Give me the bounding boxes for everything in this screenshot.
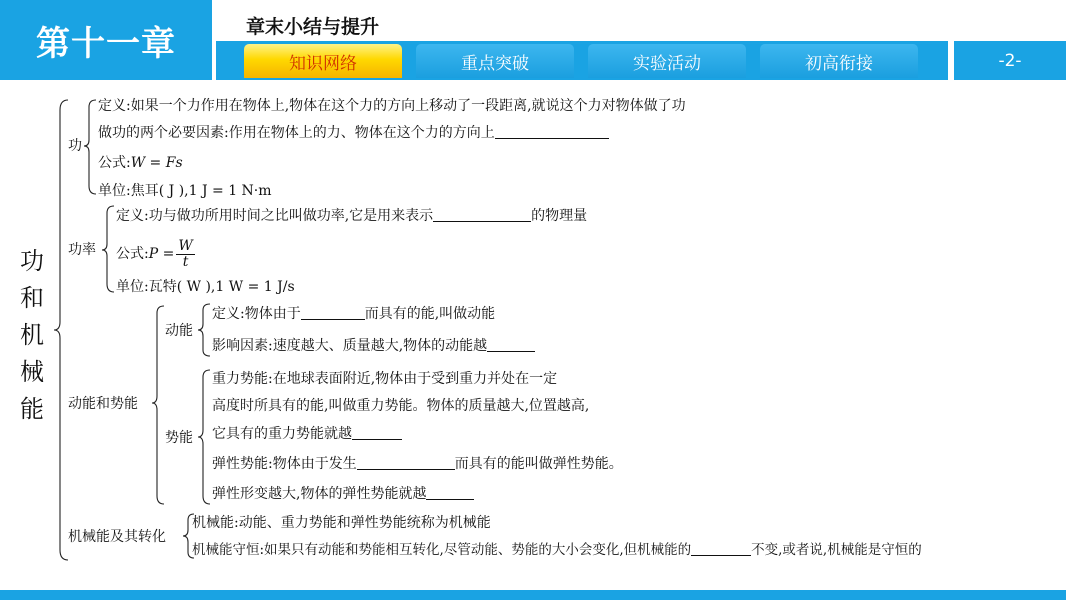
answer-blank[interactable] [495,124,609,139]
answer-blank[interactable] [426,485,474,500]
mechanical-conservation-after: 不变,或者说,机械能是守恒的 [751,542,922,558]
power-unit: 单位:瓦特( W ),1 W = 1 J/s [116,279,295,295]
kinetic-factors-text: 影响因素:速度越大、质量越大,物体的动能越 [212,338,488,354]
tab-experiment-activities[interactable]: 实验活动 [588,44,746,78]
kinetic-definition-after: 而具有的能,叫做动能 [364,306,496,322]
power-definition [116,207,587,225]
title-char: 机 [20,321,44,349]
gravity-potential-line3 [212,425,402,443]
answer-blank[interactable] [433,207,531,222]
work-definition: 定义:如果一个力作用在物体上,物体在这个力的方向上移动了一段距离,就说这个力对物体做了功 [98,98,686,114]
power-fraction [176,239,194,270]
work-factors-text: 做功的两个必要因素:作用在物体上的力、物体在这个力的方向上 [98,125,495,141]
tab-knowledge-network[interactable]: 知识网络 [244,44,402,78]
power-definition-after: 的物理量 [531,208,588,224]
formula-prefix: 公式: [116,246,149,262]
footer-bar [0,590,1066,600]
potential-label: 势能 [165,430,193,446]
answer-blank[interactable] [691,541,751,556]
title-char: 功 [20,247,44,275]
kinetic-definition-before: 定义:物体由于 [212,306,301,322]
work-formula [98,154,183,172]
title-char: 能 [20,395,44,423]
answer-blank[interactable] [357,455,455,470]
work-label: 功 [68,138,82,154]
elastic-potential-before: 弹性势能:物体由于发生 [212,456,357,472]
mechanical-label: 机械能及其转化 [68,529,166,545]
mechanical-conservation-before: 机械能守恒:如果只有动能和势能相互转化,尽管动能、势能的大小会变化,但机械能的 [192,542,692,558]
work-unit: 单位:焦耳( J ),1 J = 1 N·m [98,183,272,199]
title-char: 械 [20,358,44,386]
elastic-factor-text: 弹性形变越大,物体的弹性势能就越 [212,486,427,502]
fraction-numerator: W [178,237,193,254]
answer-blank[interactable] [352,425,402,440]
tab-high-school-bridge[interactable]: 初高衔接 [760,44,918,78]
elastic-potential [212,455,623,473]
chapter-title: 第十一章 [0,0,212,80]
fraction-denominator: t [182,253,189,270]
energy-label: 动能和势能 [68,396,138,412]
work-factors [98,124,609,142]
elastic-potential-after: 而具有的能叫做弹性势能。 [454,456,623,472]
power-definition-before: 定义:功与做功所用时间之比叫做功率,它是用来表示 [116,208,434,224]
gravity-potential-line1: 重力势能:在地球表面附近,物体由于受到重力并处在一定 [212,371,558,387]
gravity-potential-line2: 高度时所具有的能,叫做重力势能。物体的质量越大,位置越高, [212,398,590,414]
power-formula-lhs: P = [148,246,175,262]
mechanical-conservation [192,541,922,559]
formula-prefix: 公式: [98,155,131,171]
title-char: 和 [20,284,44,312]
gravity-potential-line3-text: 它具有的重力势能就越 [212,426,352,442]
main-topic-title [18,243,46,428]
tab-key-breakthrough[interactable]: 重点突破 [416,44,574,78]
answer-blank[interactable] [301,305,365,320]
kinetic-definition [212,305,495,323]
power-formula [116,236,195,272]
work-formula-expression: W = Fs [130,155,183,171]
power-label: 功率 [68,242,96,258]
section-title: 章末小结与提升 [246,16,380,38]
kinetic-factors [212,337,535,355]
mechanical-definition: 机械能:动能、重力势能和弹性势能统称为机械能 [192,515,491,531]
elastic-factor [212,485,474,503]
kinetic-label: 动能 [165,323,193,339]
answer-blank[interactable] [487,337,535,352]
page-number: -2- [954,41,1066,80]
